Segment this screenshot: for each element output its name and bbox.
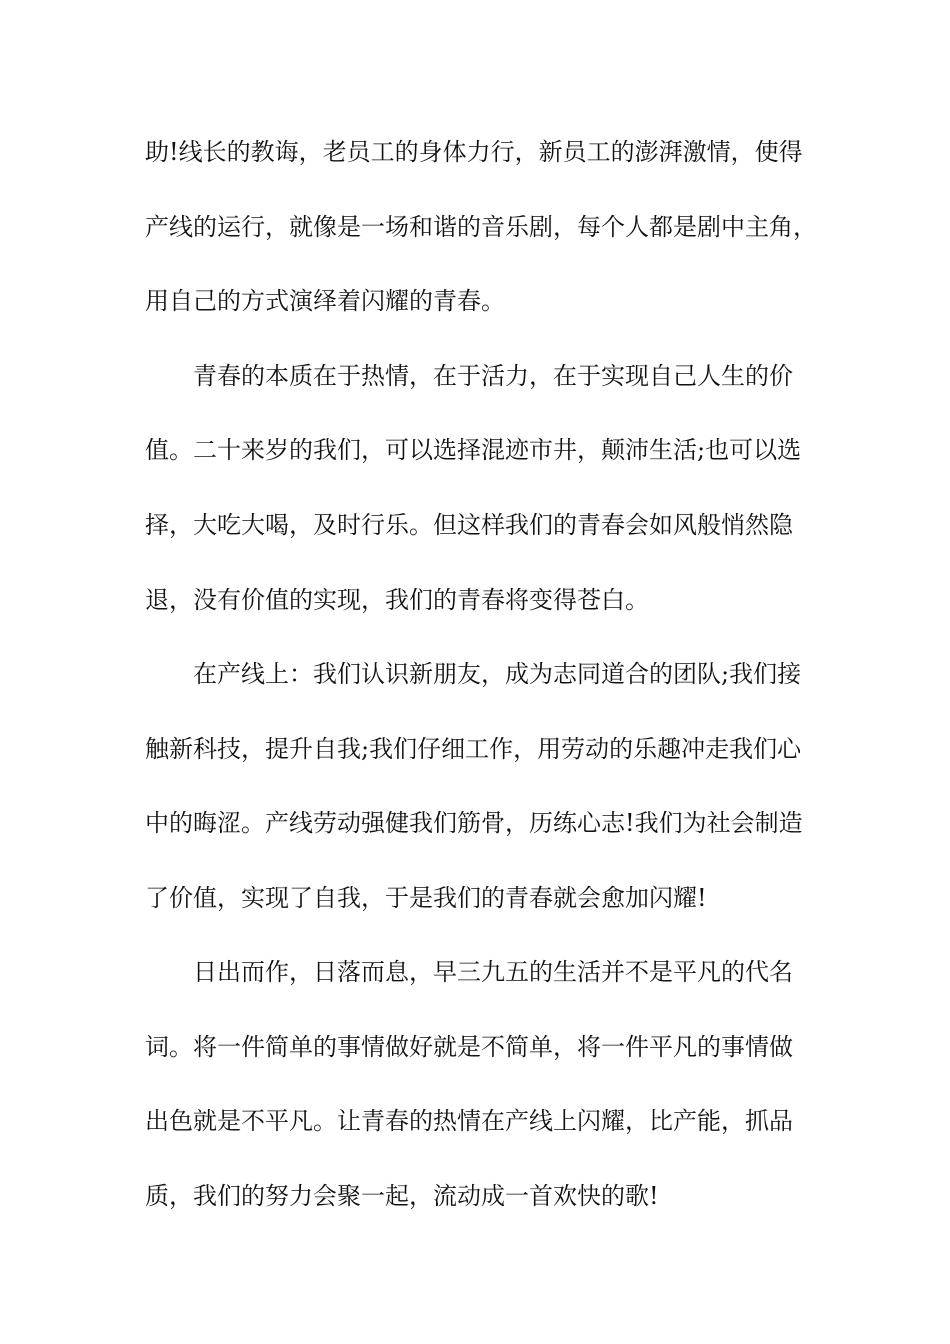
text-line: 词。将一件简单的事情做好就是不简单，将一件平凡的事情做 (145, 1033, 793, 1061)
text-line: 质，我们的努力会聚一起，流动成一首欢快的歌! (145, 1182, 659, 1210)
text-line: 了价值，实现了自我，于是我们的青春就会愈加闪耀! (145, 884, 707, 912)
paragraph-first-line: 在产线上：我们认识新朋友，成为志同道合的团队;我们接 (193, 660, 802, 688)
text-line: 出色就是不平凡。让青春的热情在产线上闪耀，比产能，抓品 (145, 1107, 793, 1135)
paragraph-first-line: 青春的本质在于热情，在于活力，在于实现自己人生的价 (193, 362, 793, 390)
text-line: 退，没有价值的实现，我们的青春将变得苍白。 (145, 586, 649, 614)
text-line: 产线的运行，就像是一场和谐的音乐剧，每个人都是剧中主角， (145, 213, 817, 241)
text-line: 触新科技，提升自我;我们仔细工作，用劳动的乐趣冲走我们心 (145, 735, 802, 763)
text-line: 值。二十来岁的我们，可以选择混迹市井，颠沛生活;也可以选 (145, 436, 802, 464)
text-line: 助!线长的教诲，老员工的身体力行，新员工的澎湃激情，使得 (145, 138, 803, 166)
paragraph-first-line: 日出而作，日落而息，早三九五的生活并不是平凡的代名 (193, 958, 793, 986)
text-line: 中的晦涩。产线劳动强健我们筋骨，历练心志!我们为社会制造 (145, 809, 803, 837)
text-line: 用自己的方式演绎着闪耀的青春。 (145, 287, 505, 315)
text-line: 择，大吃大喝，及时行乐。但这样我们的青春会如风般悄然隐 (145, 511, 793, 539)
